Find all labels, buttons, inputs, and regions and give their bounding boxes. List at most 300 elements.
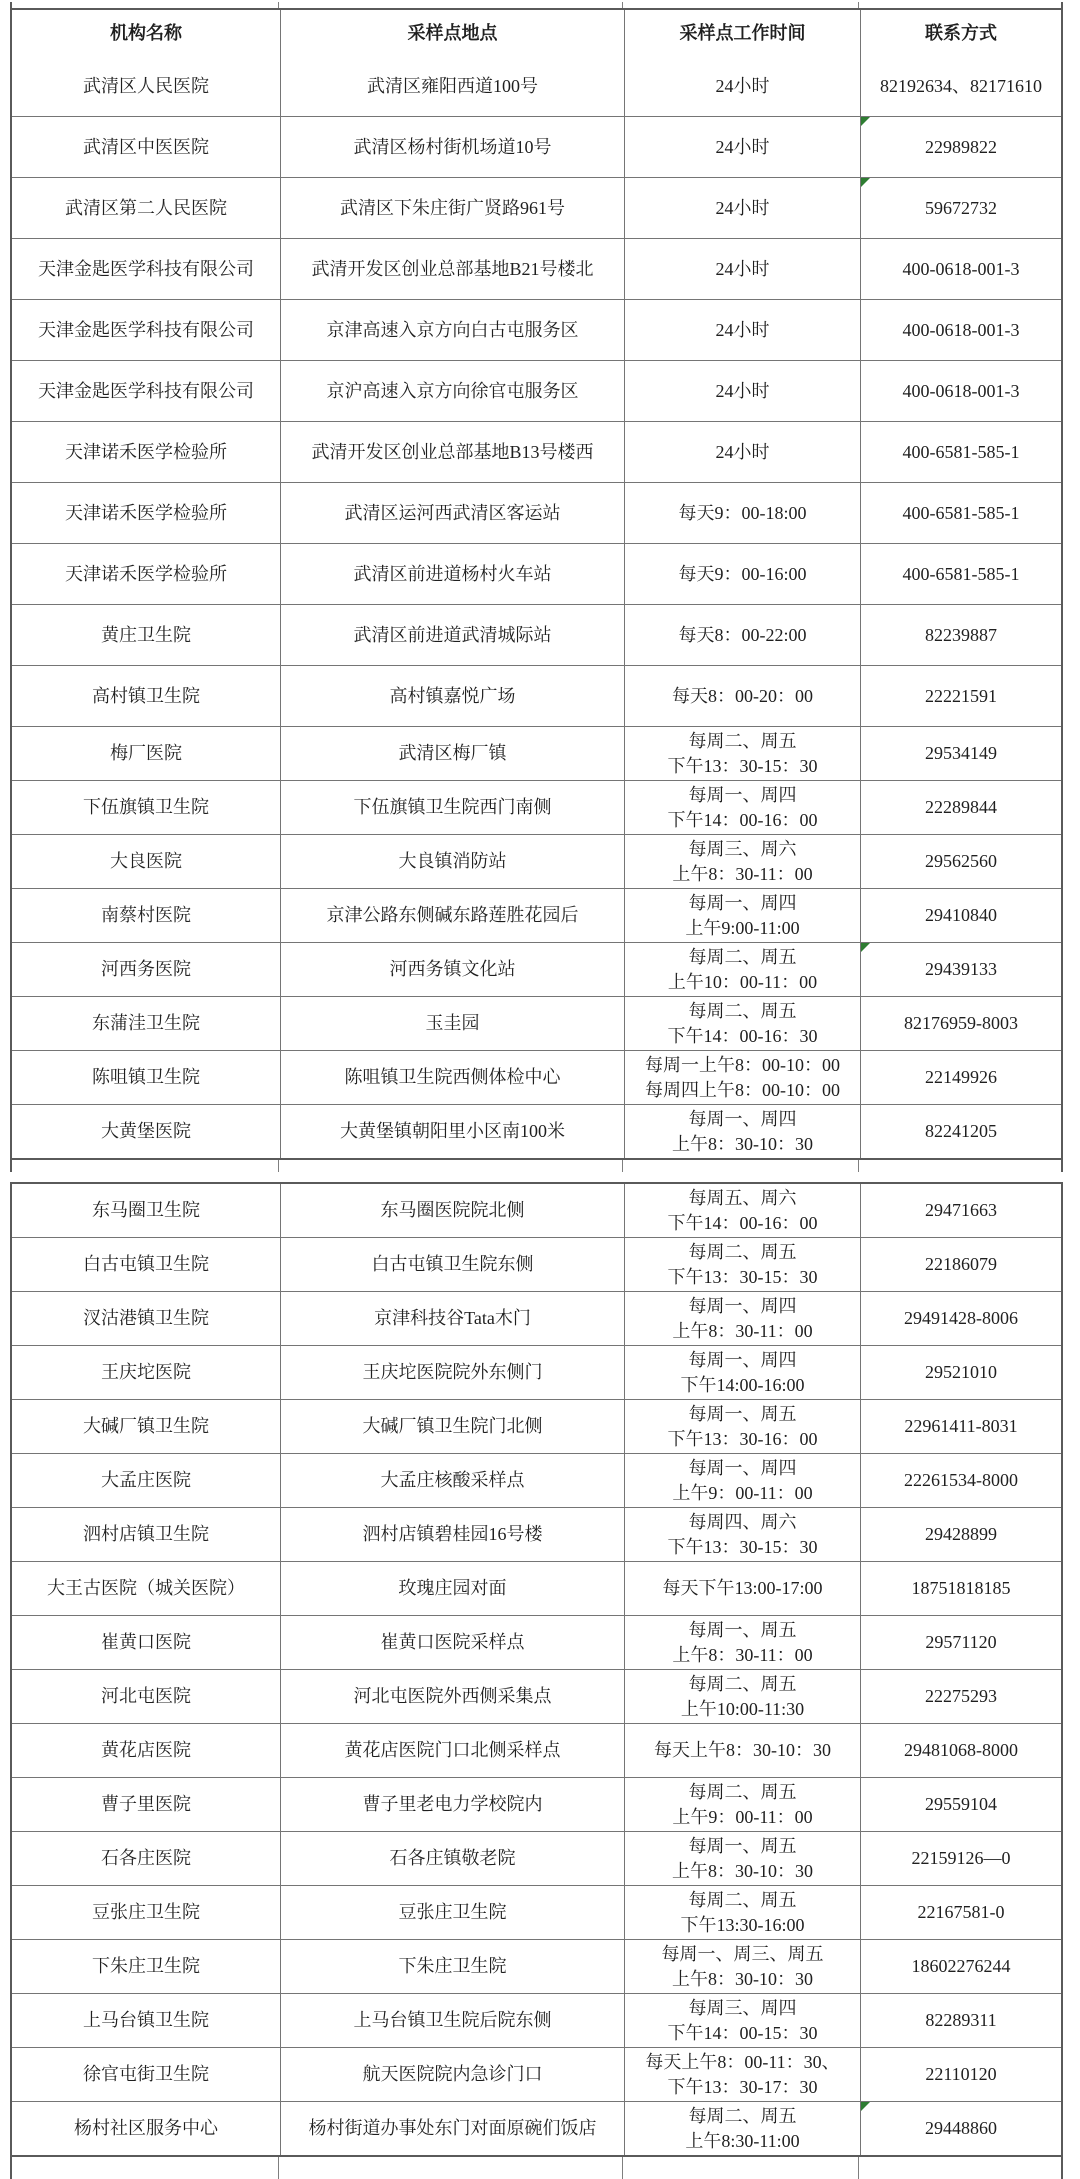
table-row [12, 177, 1061, 238]
institution-name: 高村镇卫生院 [92, 685, 200, 706]
working-hours-line: 上午8：30-10：30 [672, 1860, 813, 1881]
working-hours-line: 24小时 [715, 136, 770, 157]
location-text: 京沪高速入京方向徐官屯服务区 [326, 380, 579, 401]
working-hours-line: 24小时 [715, 441, 770, 462]
location-text: 高村镇嘉悦广场 [389, 685, 516, 706]
institution-cell [12, 727, 280, 780]
location-cell [280, 1400, 624, 1453]
location-cell [280, 1562, 624, 1615]
contact-number: 400-6581-585-1 [902, 563, 1020, 584]
top-edge-cell-stub [10, 2, 1063, 8]
working-hours-cell [624, 1886, 860, 1939]
contact-number: 29428899 [925, 1524, 997, 1544]
working-hours-line: 每周二、周五 [688, 1241, 797, 1262]
contact-number: 29481068-8000 [904, 1740, 1018, 1760]
table-row [12, 780, 1061, 834]
contact-cell [860, 1778, 1061, 1831]
section-gap [10, 1172, 1063, 1182]
working-hours-cell [624, 2048, 860, 2101]
institution-cell [12, 781, 280, 834]
working-hours-cell [624, 117, 860, 177]
contact-number: 400-6581-585-1 [902, 502, 1020, 523]
institution-cell [12, 666, 280, 726]
sampling-sites-table-section-1 [10, 8, 1063, 1160]
table-row [12, 56, 1061, 116]
institution-cell [12, 361, 280, 421]
institution-cell [12, 1105, 280, 1158]
working-hours-cell [624, 1616, 860, 1669]
contact-cell [860, 1238, 1061, 1291]
contact-number: 400-0618-001-3 [902, 380, 1020, 401]
cell-corner-marker [861, 117, 870, 126]
institution-cell [12, 300, 280, 360]
institution-name: 南蔡村医院 [101, 905, 191, 925]
working-hours-line: 每周二、周五 [688, 1673, 797, 1694]
working-hours-cell [624, 544, 860, 604]
institution-cell [12, 1562, 280, 1615]
contact-number: 29448860 [925, 2118, 997, 2138]
contact-cell [860, 239, 1061, 299]
contact-cell [860, 1292, 1061, 1345]
working-hours-cell [624, 943, 860, 996]
table-row [12, 543, 1061, 604]
contact-number: 29521010 [925, 1362, 997, 1382]
table-row [12, 1345, 1061, 1399]
contact-cell [860, 1670, 1061, 1723]
contact-number: 22167581-0 [917, 1902, 1005, 1922]
working-hours-line: 每周五、周六 [688, 1187, 797, 1208]
table-row [12, 1453, 1061, 1507]
location-cell [280, 117, 624, 177]
institution-cell [12, 117, 280, 177]
working-hours-line: 每周三、周六 [688, 838, 797, 859]
institution-cell [12, 56, 280, 116]
institution-cell [12, 1832, 280, 1885]
working-hours-line: 每周一、周四 [688, 1457, 797, 1478]
cell-corner-marker [861, 943, 870, 952]
location-text: 武清区前进道武清城际站 [353, 624, 552, 645]
contact-number: 22186079 [925, 1254, 997, 1274]
contact-number: 22159126—0 [911, 1848, 1011, 1868]
table-row [12, 360, 1061, 421]
table-row [12, 726, 1061, 780]
contact-cell [860, 422, 1061, 482]
location-cell [280, 2102, 624, 2155]
institution-cell [12, 1454, 280, 1507]
working-hours-line: 上午8：30-11：00 [672, 1644, 813, 1665]
institution-cell [12, 1670, 280, 1723]
location-text: 白古屯镇卫生院东侧 [371, 1254, 534, 1274]
location-cell [280, 422, 624, 482]
working-hours-cell [624, 605, 860, 665]
working-hours-cell [624, 1724, 860, 1777]
working-hours-cell [624, 1778, 860, 1831]
working-hours-line: 上午9：00-11：00 [672, 1482, 813, 1503]
working-hours-line: 24小时 [715, 380, 770, 401]
location-text: 玉圭园 [425, 1013, 480, 1033]
location-text: 大孟庄核酸采样点 [380, 1470, 525, 1490]
working-hours-line: 下午13：30-17：30 [667, 2076, 818, 2097]
working-hours-line: 24小时 [715, 258, 770, 279]
contact-number: 400-0618-001-3 [902, 258, 1020, 279]
working-hours-line: 下午14:00-16:00 [680, 1374, 805, 1395]
working-hours-cell [624, 889, 860, 942]
sampling-sites-sheet [10, 2, 1063, 2179]
institution-name: 东马圈卫生院 [92, 1200, 200, 1220]
location-cell [280, 997, 624, 1050]
table-row [12, 888, 1061, 942]
table-row [12, 482, 1061, 543]
section-break-cell-stub [10, 1160, 1063, 1172]
location-text: 王庆坨医院院外东侧门 [362, 1362, 543, 1382]
table-row [12, 942, 1061, 996]
working-hours-line: 每天下午13:00-17:00 [662, 1578, 823, 1598]
institution-cell [12, 1238, 280, 1291]
location-text: 武清区运河西武清区客运站 [344, 502, 561, 523]
working-hours-cell [624, 1184, 860, 1237]
table-row [12, 1291, 1061, 1345]
working-hours-cell [624, 1454, 860, 1507]
institution-name: 下伍旗镇卫生院 [83, 797, 209, 817]
location-text: 武清区前进道杨村火车站 [353, 563, 552, 584]
institution-name: 大碱厂镇卫生院 [83, 1416, 209, 1436]
location-text: 黄花店医院门口北侧采样点 [344, 1740, 561, 1760]
working-hours-line: 每周四、周六 [688, 1511, 797, 1532]
institution-name: 黄花店医院 [101, 1740, 191, 1760]
table-header-row [12, 10, 1061, 56]
contact-cell [860, 835, 1061, 888]
working-hours-line: 24小时 [715, 75, 770, 96]
location-text: 陈咀镇卫生院西侧体检中心 [344, 1067, 561, 1087]
location-cell [280, 178, 624, 238]
location-text: 大碱厂镇卫生院门北侧 [362, 1416, 543, 1436]
working-hours-cell [624, 1400, 860, 1453]
institution-cell [12, 1994, 280, 2047]
institution-name: 王庆坨医院 [101, 1362, 191, 1382]
working-hours-line: 上午8:30-11:00 [685, 2130, 800, 2151]
working-hours-cell [624, 1105, 860, 1158]
location-text: 京津高速入京方向白古屯服务区 [326, 319, 579, 340]
location-cell [280, 1346, 624, 1399]
institution-cell [12, 1778, 280, 1831]
institution-cell [12, 1886, 280, 1939]
contact-number: 22110120 [925, 2064, 997, 2084]
institution-name: 石各庄医院 [101, 1848, 191, 1868]
working-hours-line: 每周一、周五 [688, 1835, 797, 1856]
institution-name: 东蒲洼卫生院 [92, 1013, 200, 1033]
institution-name: 杨村社区服务中心 [74, 2118, 218, 2138]
institution-cell [12, 1400, 280, 1453]
location-cell [280, 1454, 624, 1507]
institution-name: 下朱庄卫生院 [92, 1956, 200, 1976]
location-cell [280, 1670, 624, 1723]
contact-number: 29491428-8006 [904, 1308, 1018, 1328]
location-cell [280, 239, 624, 299]
location-text: 河北屯医院外西侧采集点 [353, 1686, 552, 1706]
institution-name: 天津诺禾医学检验所 [65, 502, 227, 523]
working-hours-line: 每周一、周五 [688, 1619, 797, 1640]
contact-number: 29559104 [925, 1794, 997, 1814]
institution-cell [12, 1940, 280, 1993]
location-cell [280, 605, 624, 665]
contact-cell [860, 544, 1061, 604]
contact-number: 29471663 [925, 1200, 997, 1220]
working-hours-line: 上午9:00-11:00 [685, 917, 800, 938]
contact-cell [860, 1184, 1061, 1237]
institution-name: 陈咀镇卫生院 [92, 1067, 200, 1087]
contact-number: 29410840 [925, 905, 997, 925]
contact-number: 400-6581-585-1 [902, 441, 1020, 462]
location-cell [280, 781, 624, 834]
working-hours-line: 每周三、周四 [688, 1997, 797, 2018]
working-hours-cell [624, 781, 860, 834]
working-hours-cell [624, 2102, 860, 2155]
table-row [12, 1615, 1061, 1669]
location-cell [280, 889, 624, 942]
location-cell [280, 727, 624, 780]
contact-number: 22149926 [925, 1067, 997, 1087]
working-hours-line: 下午14：00-16：00 [667, 809, 818, 830]
location-text: 武清开发区创业总部基地B13号楼西 [311, 441, 594, 462]
contact-cell [860, 117, 1061, 177]
contact-cell [860, 727, 1061, 780]
institution-name: 武清区中医医院 [83, 136, 209, 157]
working-hours-line: 下午13：30-16：00 [667, 1428, 818, 1449]
institution-name: 河西务医院 [101, 959, 191, 979]
institution-cell [12, 1508, 280, 1561]
contact-number: 22989822 [925, 136, 997, 157]
contact-number: 82239887 [925, 624, 997, 645]
location-text: 京津公路东侧碱东路莲胜花园后 [326, 905, 579, 925]
location-cell [280, 666, 624, 726]
working-hours-cell [624, 1346, 860, 1399]
contact-number: 29439133 [925, 959, 997, 979]
column-header-working-hours: 采样点工作时间 [624, 10, 860, 56]
contact-number: 29534149 [925, 743, 997, 763]
location-text: 玫瑰庄园对面 [398, 1578, 507, 1598]
working-hours-line: 每周二、周五 [688, 730, 797, 751]
location-text: 京津科技谷Tata木门 [374, 1308, 531, 1328]
working-hours-cell [624, 56, 860, 116]
working-hours-line: 上午8：30-10：30 [672, 1968, 813, 1989]
contact-number: 18751818185 [911, 1578, 1011, 1598]
working-hours-line: 每周二、周五 [688, 1000, 797, 1021]
institution-name: 曹子里医院 [101, 1794, 191, 1814]
working-hours-line: 下午14：00-16：00 [667, 1212, 818, 1233]
working-hours-line: 下午13：30-15：30 [667, 755, 818, 776]
location-text: 武清区雍阳西道100号 [367, 75, 538, 96]
institution-cell [12, 997, 280, 1050]
location-text: 豆张庄卫生院 [398, 1902, 507, 1922]
institution-name: 黄庄卫生院 [101, 624, 191, 645]
institution-cell [12, 1346, 280, 1399]
contact-cell [860, 605, 1061, 665]
contact-cell [860, 1886, 1061, 1939]
contact-number: 400-0618-001-3 [902, 319, 1020, 340]
contact-number: 18602276244 [911, 1956, 1011, 1976]
location-cell [280, 2048, 624, 2101]
contact-cell [860, 1724, 1061, 1777]
working-hours-cell [624, 300, 860, 360]
location-cell [280, 1832, 624, 1885]
contact-number: 22221591 [925, 685, 997, 706]
location-text: 大黄堡镇朝阳里小区南100米 [340, 1121, 565, 1141]
location-cell [280, 943, 624, 996]
institution-cell [12, 1292, 280, 1345]
location-cell [280, 1940, 624, 1993]
institution-name: 上马台镇卫生院 [83, 2010, 209, 2030]
table-row [12, 665, 1061, 726]
institution-name: 天津金匙医学科技有限公司 [38, 319, 254, 340]
institution-name: 白古屯镇卫生院 [83, 1254, 209, 1274]
contact-cell [860, 1994, 1061, 2047]
location-cell [280, 483, 624, 543]
working-hours-line: 每天8：00-20：00 [672, 685, 813, 706]
working-hours-line: 上午8：30-11：00 [672, 1320, 813, 1341]
working-hours-cell [624, 1994, 860, 2047]
contact-cell [860, 943, 1061, 996]
institution-name: 大孟庄医院 [101, 1470, 191, 1490]
table-row [12, 1237, 1061, 1291]
contact-cell [860, 483, 1061, 543]
table-row [12, 2047, 1061, 2101]
table-row [12, 1399, 1061, 1453]
location-cell [280, 1292, 624, 1345]
institution-cell [12, 2048, 280, 2101]
working-hours-cell [624, 1670, 860, 1723]
working-hours-line: 每周一、周四 [688, 784, 797, 805]
contact-cell [860, 178, 1061, 238]
column-header-institution: 机构名称 [110, 22, 182, 43]
contact-cell [860, 56, 1061, 116]
contact-cell [860, 1454, 1061, 1507]
contact-cell [860, 1940, 1061, 1993]
institution-name: 豆张庄卫生院 [92, 1902, 200, 1922]
contact-number: 22289844 [925, 797, 997, 817]
working-hours-cell [624, 997, 860, 1050]
table-row [12, 116, 1061, 177]
contact-number: 29571120 [925, 1632, 997, 1652]
institution-name: 武清区人民医院 [83, 75, 209, 96]
location-cell [280, 56, 624, 116]
working-hours-cell [624, 1832, 860, 1885]
location-text: 杨村街道办事处东门对面原碗们饭店 [308, 2118, 597, 2138]
location-text: 大良镇消防站 [398, 851, 507, 871]
table-row [12, 1831, 1061, 1885]
contact-cell [860, 1832, 1061, 1885]
location-text: 航天医院院内急诊门口 [362, 2064, 543, 2084]
institution-cell [12, 605, 280, 665]
contact-cell [860, 1346, 1061, 1399]
contact-cell [860, 300, 1061, 360]
institution-name: 梅厂医院 [110, 743, 182, 763]
table-row [12, 1184, 1061, 1237]
working-hours-line: 每周一、周三、周五 [661, 1943, 824, 1964]
working-hours-cell [624, 1238, 860, 1291]
contact-number: 82289311 [925, 2010, 997, 2030]
bottom-edge-cell-stub [10, 2157, 1063, 2179]
working-hours-cell [624, 239, 860, 299]
working-hours-cell [624, 1292, 860, 1345]
contact-number: 22275293 [925, 1686, 997, 1706]
contact-cell [860, 997, 1061, 1050]
table-row [12, 834, 1061, 888]
table-row [12, 299, 1061, 360]
contact-number: 59672732 [925, 197, 997, 218]
working-hours-line: 上午10:00-11:30 [680, 1698, 805, 1719]
working-hours-line: 每周二、周五 [688, 946, 797, 967]
working-hours-line: 下午13:30-16:00 [680, 1914, 805, 1935]
table-row [12, 1885, 1061, 1939]
location-cell [280, 1886, 624, 1939]
working-hours-line: 下午14：00-15：30 [667, 2022, 818, 2043]
location-text: 石各庄镇敬老院 [389, 1848, 516, 1868]
contact-cell [860, 361, 1061, 421]
table-row [12, 1050, 1061, 1104]
institution-cell [12, 544, 280, 604]
working-hours-line: 24小时 [715, 197, 770, 218]
institution-name: 天津金匙医学科技有限公司 [38, 258, 254, 279]
column-header-location: 采样点地点 [280, 10, 624, 56]
location-text: 武清开发区创业总部基地B21号楼北 [311, 258, 594, 279]
contact-cell [860, 2102, 1061, 2155]
table-row [12, 1939, 1061, 1993]
location-cell [280, 1724, 624, 1777]
contact-number: 22261534-8000 [904, 1470, 1018, 1490]
working-hours-line: 每周四上午8：00-10：00 [645, 1079, 840, 1100]
table-row [12, 1723, 1061, 1777]
table-row [12, 1561, 1061, 1615]
working-hours-line: 下午13：30-15：30 [667, 1266, 818, 1287]
location-cell [280, 1778, 624, 1831]
institution-cell [12, 239, 280, 299]
working-hours-line: 每天8：00-22:00 [678, 624, 807, 645]
table-row [12, 604, 1061, 665]
working-hours-line: 每周一、周四 [688, 892, 797, 913]
working-hours-cell [624, 422, 860, 482]
location-cell [280, 361, 624, 421]
column-header-contact: 联系方式 [860, 10, 1061, 56]
location-cell [280, 1184, 624, 1237]
institution-name: 汊沽港镇卫生院 [83, 1308, 209, 1328]
working-hours-line: 上午8：30-11：00 [672, 863, 813, 884]
institution-cell [12, 178, 280, 238]
location-text: 武清区梅厂镇 [398, 743, 507, 763]
working-hours-cell [624, 483, 860, 543]
institution-cell [12, 483, 280, 543]
cell-corner-marker [861, 2102, 870, 2111]
location-text: 河西务镇文化站 [389, 959, 516, 979]
table-row [12, 1777, 1061, 1831]
working-hours-cell [624, 1562, 860, 1615]
working-hours-line: 每天9：00-16:00 [678, 563, 807, 584]
institution-cell [12, 1724, 280, 1777]
working-hours-line: 上午9：00-11：00 [672, 1806, 813, 1827]
institution-cell [12, 2102, 280, 2155]
table-row [12, 238, 1061, 299]
contact-cell [860, 889, 1061, 942]
sampling-sites-table-section-2 [10, 1182, 1063, 2157]
contact-number: 82192634、82171610 [880, 75, 1042, 96]
working-hours-cell [624, 178, 860, 238]
working-hours-cell [624, 1940, 860, 1993]
institution-name: 徐官屯街卫生院 [83, 2064, 209, 2084]
location-cell [280, 1105, 624, 1158]
working-hours-line: 24小时 [715, 319, 770, 340]
institution-name: 大良医院 [110, 851, 182, 871]
location-text: 武清区杨村街机场道10号 [353, 136, 552, 157]
institution-name: 泗村店镇卫生院 [83, 1524, 209, 1544]
